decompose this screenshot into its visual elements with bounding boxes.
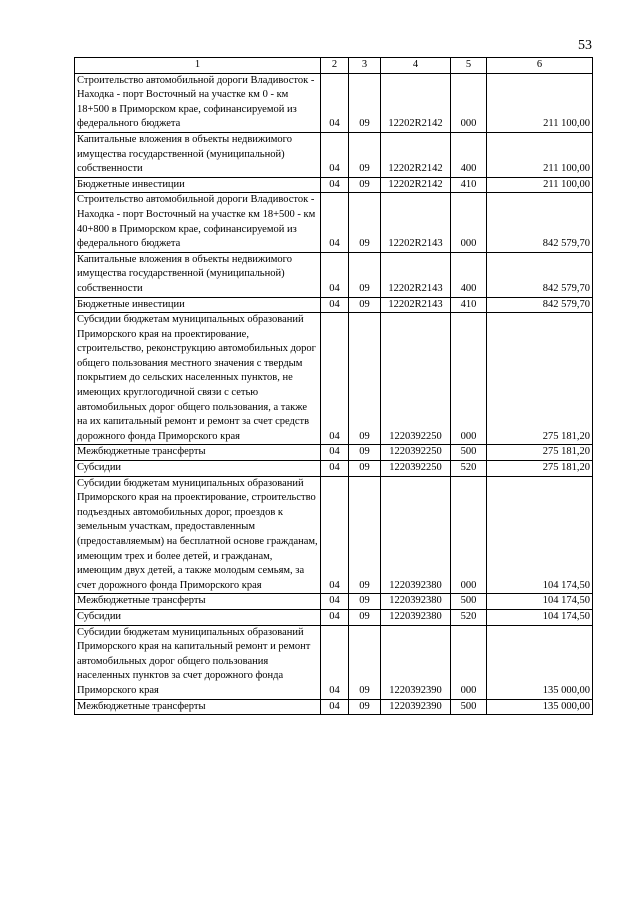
table-row bbox=[75, 594, 593, 610]
cell-amount: 275 181,20 bbox=[487, 445, 593, 461]
cell-amount: 104 174,50 bbox=[487, 476, 593, 594]
cell-name: Бюджетные инвестиции bbox=[75, 297, 321, 313]
cell-target-article: 12202R2142 bbox=[381, 132, 451, 177]
cell-expense-type: 000 bbox=[451, 476, 487, 594]
cell-name: Субсидии бюджетам муниципальных образований Приморского края на проектирование, строительство, реконструкцию автомобильных дорог общего пользования местного значения с твердым покрытием до сельских населенных пунктов, не имеющих круглогодичной связи с сетью автомобильных дорог общего пользования, а также на их капитальный ремонт и ремонт за счет средств дорожного фонда Приморского края bbox=[75, 313, 321, 445]
cell-expense-type: 000 bbox=[451, 313, 487, 445]
cell-section: 04 bbox=[321, 461, 349, 477]
table-body bbox=[75, 73, 593, 715]
cell-amount: 842 579,70 bbox=[487, 252, 593, 297]
cell-name: Субсидии бюджетам муниципальных образований Приморского края на проектирование, строительство подъездных автомобильных дорог, проездов к земельным участкам, предоставленным (предоставляемым) на бесплатной основе гражданам, имеющим трех и более детей, и гражданам, имеющим двух детей, а также молодым семьям, за счет дорожного фонда Приморского края bbox=[75, 476, 321, 594]
table-row bbox=[75, 461, 593, 477]
cell-target-article: 12202R2143 bbox=[381, 193, 451, 252]
cell-subsection: 09 bbox=[349, 625, 381, 699]
cell-section: 04 bbox=[321, 193, 349, 252]
cell-subsection: 09 bbox=[349, 177, 381, 193]
cell-expense-type: 410 bbox=[451, 177, 487, 193]
cell-amount: 211 100,00 bbox=[487, 132, 593, 177]
cell-subsection: 09 bbox=[349, 699, 381, 715]
cell-amount: 135 000,00 bbox=[487, 625, 593, 699]
header-col-1: 1 bbox=[75, 58, 321, 74]
table-row bbox=[75, 73, 593, 132]
cell-name: Строительство автомобильной дороги Владивосток - Находка - порт Восточный на участке км 0 - км 18+500 в Приморском крае, софинансируемой из федерального бюджета bbox=[75, 73, 321, 132]
cell-subsection: 09 bbox=[349, 445, 381, 461]
cell-amount: 842 579,70 bbox=[487, 193, 593, 252]
cell-amount: 104 174,50 bbox=[487, 594, 593, 610]
cell-name: Межбюджетные трансферты bbox=[75, 594, 321, 610]
cell-section: 04 bbox=[321, 594, 349, 610]
cell-subsection: 09 bbox=[349, 609, 381, 625]
cell-name: Субсидии бюджетам муниципальных образований Приморского края на капитальный ремонт и ремонт автомобильных дорог общего пользования населенных пунктов за счет дорожного фонда Приморского края bbox=[75, 625, 321, 699]
cell-section: 04 bbox=[321, 609, 349, 625]
cell-expense-type: 000 bbox=[451, 193, 487, 252]
cell-name: Межбюджетные трансферты bbox=[75, 699, 321, 715]
table-row bbox=[75, 297, 593, 313]
cell-name: Строительство автомобильной дороги Владивосток - Находка - порт Восточный на участке км 18+500 - км 40+800 в Приморском крае, софинансируемой из федерального бюджета bbox=[75, 193, 321, 252]
page-number: 53 bbox=[578, 38, 592, 53]
header-row bbox=[75, 58, 593, 74]
cell-section: 04 bbox=[321, 297, 349, 313]
table-row bbox=[75, 313, 593, 445]
cell-target-article: 12202R2142 bbox=[381, 177, 451, 193]
cell-subsection: 09 bbox=[349, 461, 381, 477]
cell-subsection: 09 bbox=[349, 594, 381, 610]
cell-subsection: 09 bbox=[349, 252, 381, 297]
cell-expense-type: 400 bbox=[451, 252, 487, 297]
table-header bbox=[75, 58, 593, 74]
cell-expense-type: 000 bbox=[451, 73, 487, 132]
cell-subsection: 09 bbox=[349, 132, 381, 177]
table-row bbox=[75, 177, 593, 193]
cell-subsection: 09 bbox=[349, 313, 381, 445]
cell-section: 04 bbox=[321, 73, 349, 132]
cell-amount: 211 100,00 bbox=[487, 73, 593, 132]
cell-target-article: 1220392380 bbox=[381, 594, 451, 610]
table-row bbox=[75, 699, 593, 715]
header-col-4: 4 bbox=[381, 58, 451, 74]
cell-target-article: 1220392380 bbox=[381, 476, 451, 594]
header-col-6: 6 bbox=[487, 58, 593, 74]
cell-name: Капитальные вложения в объекты недвижимого имущества государственной (муниципальной) собственности bbox=[75, 132, 321, 177]
cell-subsection: 09 bbox=[349, 73, 381, 132]
cell-target-article: 1220392250 bbox=[381, 313, 451, 445]
cell-expense-type: 520 bbox=[451, 461, 487, 477]
cell-section: 04 bbox=[321, 132, 349, 177]
cell-expense-type: 500 bbox=[451, 699, 487, 715]
cell-target-article: 1220392250 bbox=[381, 445, 451, 461]
cell-section: 04 bbox=[321, 699, 349, 715]
cell-subsection: 09 bbox=[349, 476, 381, 594]
cell-target-article: 1220392380 bbox=[381, 609, 451, 625]
cell-expense-type: 400 bbox=[451, 132, 487, 177]
cell-expense-type: 000 bbox=[451, 625, 487, 699]
header-col-2: 2 bbox=[321, 58, 349, 74]
cell-subsection: 09 bbox=[349, 297, 381, 313]
cell-section: 04 bbox=[321, 177, 349, 193]
table-row bbox=[75, 132, 593, 177]
table-row bbox=[75, 252, 593, 297]
table-row bbox=[75, 193, 593, 252]
cell-expense-type: 500 bbox=[451, 594, 487, 610]
cell-section: 04 bbox=[321, 252, 349, 297]
cell-section: 04 bbox=[321, 445, 349, 461]
table-row bbox=[75, 609, 593, 625]
cell-amount: 211 100,00 bbox=[487, 177, 593, 193]
cell-name: Субсидии bbox=[75, 461, 321, 477]
header-col-5: 5 bbox=[451, 58, 487, 74]
table-row bbox=[75, 625, 593, 699]
cell-amount: 135 000,00 bbox=[487, 699, 593, 715]
cell-target-article: 1220392390 bbox=[381, 625, 451, 699]
cell-target-article: 1220392250 bbox=[381, 461, 451, 477]
cell-name: Капитальные вложения в объекты недвижимого имущества государственной (муниципальной) собственности bbox=[75, 252, 321, 297]
cell-expense-type: 500 bbox=[451, 445, 487, 461]
cell-target-article: 12202R2143 bbox=[381, 252, 451, 297]
cell-amount: 275 181,20 bbox=[487, 313, 593, 445]
cell-expense-type: 410 bbox=[451, 297, 487, 313]
budget-table bbox=[74, 57, 593, 715]
cell-amount: 275 181,20 bbox=[487, 461, 593, 477]
header-col-3: 3 bbox=[349, 58, 381, 74]
cell-name: Межбюджетные трансферты bbox=[75, 445, 321, 461]
cell-subsection: 09 bbox=[349, 193, 381, 252]
cell-name: Бюджетные инвестиции bbox=[75, 177, 321, 193]
cell-name: Субсидии bbox=[75, 609, 321, 625]
cell-target-article: 1220392390 bbox=[381, 699, 451, 715]
cell-amount: 842 579,70 bbox=[487, 297, 593, 313]
cell-expense-type: 520 bbox=[451, 609, 487, 625]
cell-section: 04 bbox=[321, 313, 349, 445]
cell-amount: 104 174,50 bbox=[487, 609, 593, 625]
cell-section: 04 bbox=[321, 476, 349, 594]
table-row bbox=[75, 445, 593, 461]
cell-target-article: 12202R2142 bbox=[381, 73, 451, 132]
table-row bbox=[75, 476, 593, 594]
cell-target-article: 12202R2143 bbox=[381, 297, 451, 313]
cell-section: 04 bbox=[321, 625, 349, 699]
